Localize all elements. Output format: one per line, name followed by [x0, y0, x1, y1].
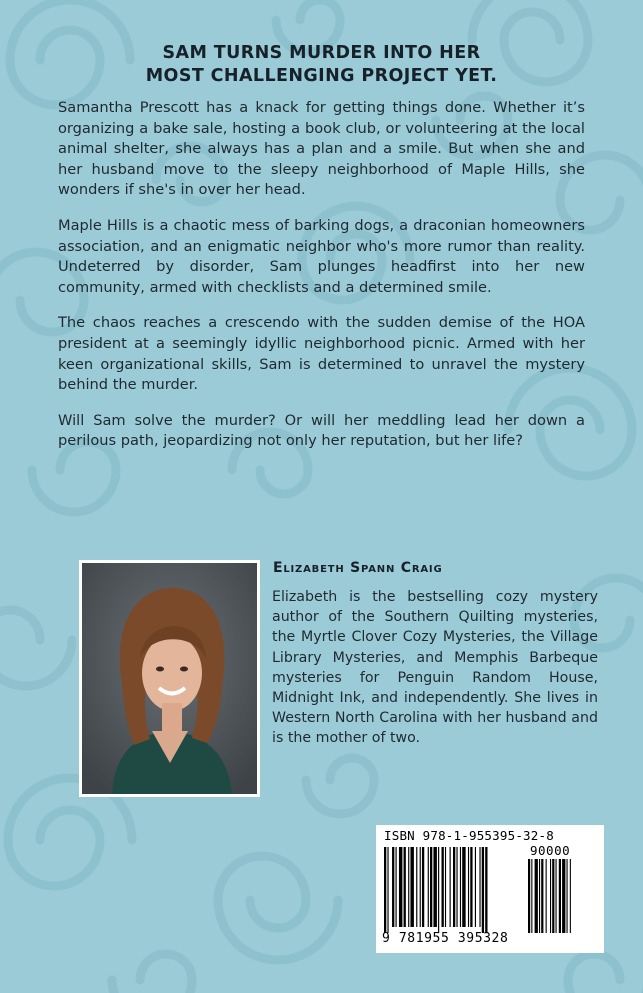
author-photo	[79, 560, 260, 797]
headline-line-1: SAM TURNS MURDER INTO HER	[162, 43, 481, 63]
isbn-number: ISBN 978-1-955395-32-8	[384, 828, 554, 843]
headline	[0, 42, 643, 88]
blurb-paragraph: The chaos reaches a crescendo with the sudden demise of the HOA president at a seemingly idyllic neighborhood picnic. Armed with her keen organizational skills, Sam is determined to unravel the mystery behind the murder.	[58, 314, 585, 394]
author-bio: Elizabeth is the bestselling cozy mystery author of the Southern Quilting mysteries, the Myrtle Clover Cozy Mysteries, the Village Library Mysteries, and Memphis Barbeque mysteries for Penguin Random House, Midnight Ink, and independently. She lives in Western North Carolina with her husband and is the mother of two.	[272, 589, 598, 747]
book-blurb	[58, 98, 585, 467]
barcode-addon-number: 90000	[530, 843, 571, 858]
author-portrait-image	[82, 563, 257, 794]
ean-number: 9 781955 395328	[382, 931, 509, 946]
headline-line-2: MOST CHALLENGING PROJECT YET.	[145, 66, 498, 86]
blurb-paragraph: Maple Hills is a chaotic mess of barking dogs, a draconian homeowners association, and an enigmatic neighbor who's more rumor than reality. Undeterred by disorder, Sam plunges headfirst into her new community, armed with checklists and a determined smile.	[58, 216, 585, 296]
blurb-paragraph: Will Sam solve the murder? Or will her meddling lead her down a perilous path, jeopardizing not only her reputation, but her life?	[58, 411, 585, 450]
author-name: Elizabeth Spann Craig	[273, 560, 443, 576]
isbn-barcode	[376, 825, 604, 953]
blurb-paragraph: Samantha Prescott has a knack for getting things done. Whether it’s organizing a bake sale, hosting a book club, or volunteering at the local animal shelter, she always has a plan and a smile. But when she and her husband move to the sleepy neighborhood of Maple Hills, she wonders if she's in over her head.	[58, 99, 585, 199]
